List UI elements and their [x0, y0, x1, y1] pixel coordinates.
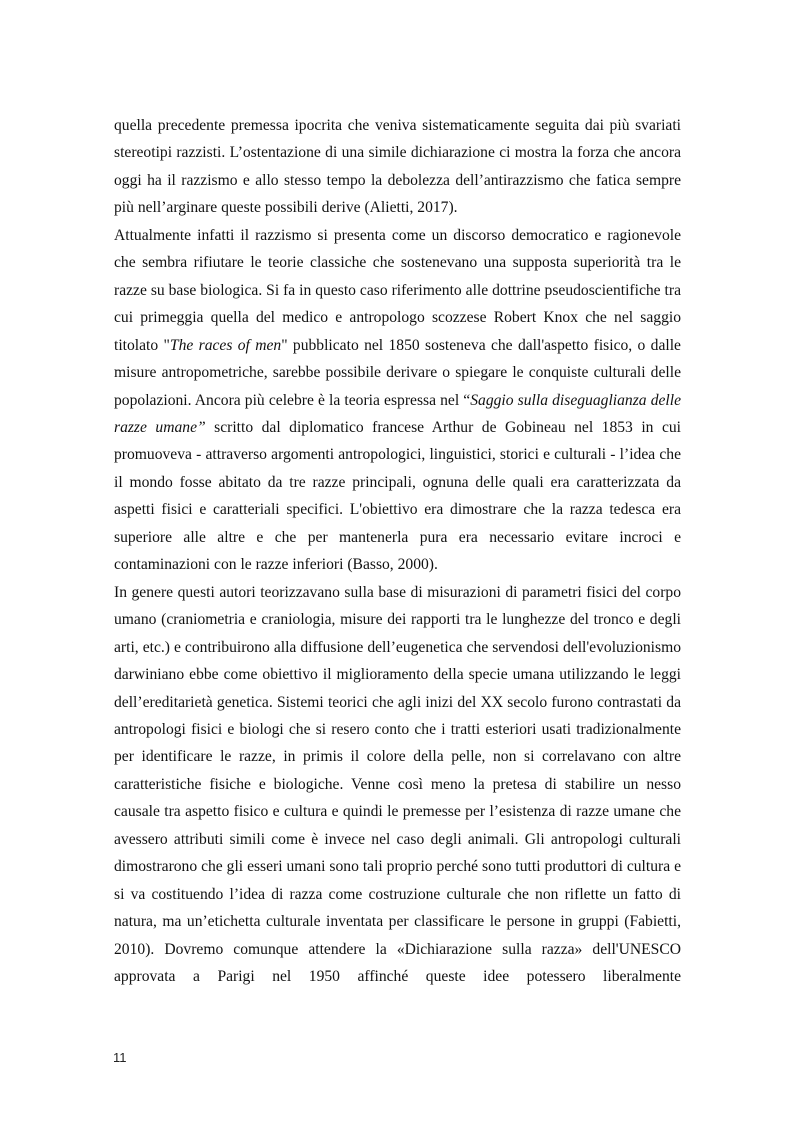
- paragraph-text: Attualmente infatti il razzismo si presenta come un discorso democratico e ragionevole che sembra rifiutare le teorie classiche che sostenevano una supposta superiorità tra le razze su base biologica. Si fa in questo caso riferimento alle dottrine pseudoscientifiche tra cui primeggia quella del medico e antropologo scozzese Robert Knox che nel saggio titolato ": [114, 226, 681, 354]
- paragraph-text: " pubblicato nel 1850 sosteneva che dall'aspetto fisico, o dalle misure antropometriche, sarebbe possibile derivare o spiegare le conquiste culturali delle popolazioni. Ancora più celebre è la teoria espressa nel “: [114, 336, 681, 409]
- page-number: 11: [113, 1050, 127, 1065]
- book-title-italic: Saggio sulla diseguaglianza delle razze umane”: [114, 391, 681, 436]
- book-title-italic: The races of men: [169, 336, 282, 354]
- paragraph-text: In genere questi autori teorizzavano sulla base di misurazioni di parametri fisici del corpo umano (craniometria e craniologia, misure dei rapporti tra le lunghezze del tronco e degli arti, etc.) e contribuirono alla diffusione dell’eugenetica che servendosi dell'evoluzionismo darwiniano ebbe come obiettivo il miglioramento della specie umana utilizzando le leggi dell’ereditarietà genetica. Sistemi teorici che agli inizi del XX secolo furono contrastati da antropologi fisici e biologi che si resero conto che i tratti esteriori usati tradizionalmente per identificare le razze, in primis il colore della pelle, non si correlavano con altre caratteristiche fisiche e biologiche. Venne così meno la pretesa di stabilire un nesso causale tra aspetto fisico e cultura e quindi le premesse per l’esistenza di razze umane che avessero attributi simili come è invece nel caso degli animali. Gli antropologi culturali dimostrarono che gli esseri umani sono tali proprio perché sono tutti produttori di cultura e si va costituendo l’idea di razza come costruzione culturale che non riflette un fatto di natura, ma un’etichetta culturale inventata per classificare le persone in gruppi (Fabietti, 2010). Dovremo comunque attendere la «Dichiarazione sulla razza» dell'UNESCO approvata a Parigi nel 1950 affinché queste idee potessero liberalmente: [114, 583, 681, 986]
- paragraph-text: scritto dal diplomatico francese Arthur de Gobineau nel 1853 in cui promuoveva - attraverso argomenti antropologici, linguistici, storici e culturali - l’idea che il mondo fosse abitato da tre razze principali, ognuna delle quali era caratterizzata da aspetti fisici e caratteriali specifici. L'obiettivo era dimostrare che la razza tedesca era superiore alle altre e che per mantenerla pura era necessario evitare incroci e contaminazioni con le razze inferiori (Basso, 2000).: [114, 418, 681, 574]
- body-text: [114, 112, 681, 991]
- paragraph: [114, 112, 681, 222]
- paragraph: [114, 579, 681, 991]
- paragraph: [114, 222, 681, 579]
- paragraph-text: quella precedente premessa ipocrita che veniva sistematicamente seguita dai più svariati stereotipi razzisti. L’ostentazione di una simile dichiarazione ci mostra la forza che ancora oggi ha il razzismo e allo stesso tempo la debolezza dell’antirazzismo che fatica sempre più nell’arginare queste possibili derive (Alietti, 2017).: [114, 117, 681, 217]
